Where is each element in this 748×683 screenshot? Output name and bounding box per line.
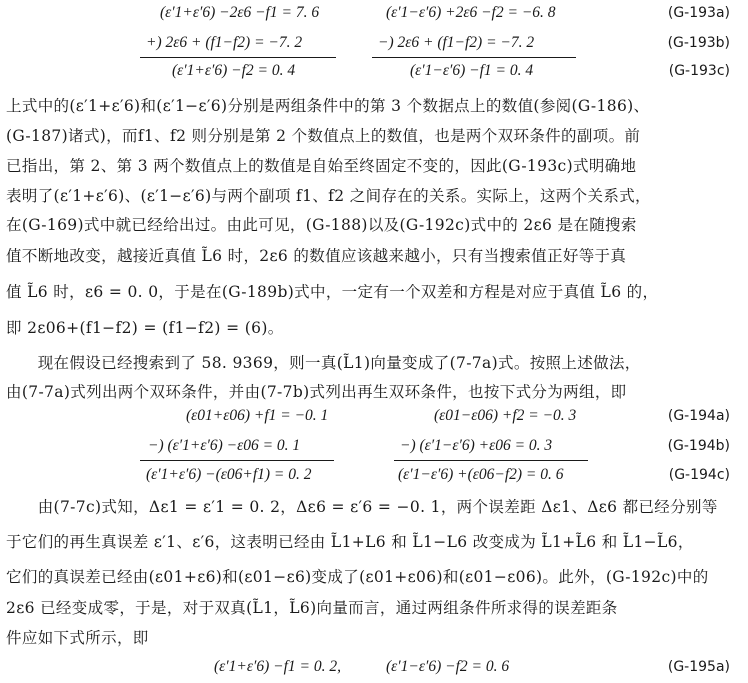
equation-left: −) (ε′1+ε′6) −ε06 = 0. 1	[148, 437, 301, 454]
equation-left: (ε′1+ε′6) −2ε6 −f1 = 7. 6	[160, 4, 320, 21]
equation-row	[0, 2, 748, 24]
equation-number: (G-195a)	[667, 659, 730, 675]
equation-left: +) 2ε6 + (f1−f2) = −7. 2	[146, 34, 303, 51]
equation-right: (ε′1−ε′6) −f1 = 0. 4	[410, 62, 534, 79]
text-line: 上式中的(ε′1+ε′6)和(ε′1−ε′6)分别是两组条件中的第 3 个数据点上的数值(参阅(G-186)、	[6, 97, 650, 115]
sum-rule-left	[140, 460, 334, 461]
text-line: 它们的真误差已经由(ε01+ε6)和(ε01−ε6)变成了(ε01+ε06)和(ε01−ε06)。此外，(G-192c)中的	[6, 568, 709, 586]
equation-number: (G-193c)	[668, 63, 730, 79]
equation-right: (ε01−ε06) +f2 = −0. 3	[434, 407, 577, 424]
equation-left: (ε01+ε06) +f1 = −0. 1	[186, 407, 329, 424]
equation-row	[0, 435, 748, 457]
text-line: (G-187)诸式)，而f1、f2 则分别是第 2 个数值点上的数值，也是两个双环条件的副项。前	[6, 127, 641, 145]
text-line: 值不断地改变，越接近真值 L̃6 时，2ε6 的数值应该越来越小，只有当搜索值正好等于真	[6, 247, 627, 265]
text-line: 由(7-7c)式知，Δε1 = ε′1 = 0. 2，Δε6 = ε′6 = −0. 1，两个误差距 Δε1、Δε6 都已经分别等	[6, 498, 718, 516]
sum-rule-right	[394, 460, 588, 461]
equation-number: (G-194b)	[667, 438, 730, 454]
text-line: 表明了(ε′1+ε′6)、(ε′1−ε′6)与两个副项 f1、f2 之间存在的关系。实际上，这两个关系式，	[6, 187, 651, 205]
equation-left: (ε′1+ε′6) −f2 = 0. 4	[172, 62, 296, 79]
text-line: 值 L̃6 时，ε6 = 0. 0，于是在(G-189b)式中，一定有一个双差和方程是对应于真值 L̃6 的，	[6, 283, 659, 301]
equation-number: (G-193b)	[667, 35, 730, 51]
equation-right: −) (ε′1−ε′6) +ε06 = 0. 3	[400, 437, 553, 454]
equation-number: (G-194c)	[668, 467, 730, 483]
text-line: 已指出，第 2、第 3 两个数值点上的数值是自始至终固定不变的，因此(G-193c)式明确地	[6, 157, 637, 175]
equation-right: (ε′1−ε′6) +(ε06−f2) = 0. 6	[398, 466, 564, 483]
text-line: 2ε6 已经变成零，于是，对于双真(L̃1，L̃6)向量而言，通过两组条件所求得的误差距条	[6, 599, 618, 617]
text-line: 即 2ε06+(f1−f2) = (f1−f2) = (6)。	[6, 319, 284, 337]
equation-right: (ε′1−ε′6) +2ε6 −f2 = −6. 8	[386, 4, 556, 21]
equation-left: (ε′1+ε′6) −(ε06+f1) = 0. 2	[146, 466, 312, 483]
equation-row	[0, 60, 748, 82]
equation-row	[0, 656, 748, 678]
sum-rule-right	[372, 57, 576, 58]
equation-number: (G-194a)	[667, 408, 730, 424]
sum-rule-left	[140, 57, 336, 58]
equation-row	[0, 32, 748, 54]
equation-right: (ε′1−ε′6) −f2 = 0. 6	[386, 658, 510, 675]
equation-number: (G-193a)	[667, 5, 730, 21]
text-line: 于它们的再生真误差 ε′1、ε′6，这表明已经由 L̃1+L6 和 L̃1−L6 改变成为 L̃1+L̃6 和 L̃1−L̃6，	[6, 533, 694, 551]
text-line: 由(7-7a)式列出两个双环条件，并由(7-7b)式列出再生双环条件，也按下式分为两组，即	[6, 383, 627, 401]
equation-left: (ε′1+ε′6) −f1 = 0. 2,	[214, 658, 342, 675]
equation-row	[0, 464, 748, 486]
text-line: 现在假设已经搜索到了 58. 9369，则一真(L̃1)向量变成了(7-7a)式。按照上述做法，	[6, 354, 641, 372]
text-line: 在(G-169)式中就已经给出过。由此可见，(G-188)以及(G-192c)式中的 2ε6 是在随搜索	[6, 216, 637, 234]
equation-right: −) 2ε6 + (f1−f2) = −7. 2	[378, 34, 535, 51]
text-line: 件应如下式所示，即	[6, 629, 149, 647]
equation-row	[0, 405, 748, 427]
